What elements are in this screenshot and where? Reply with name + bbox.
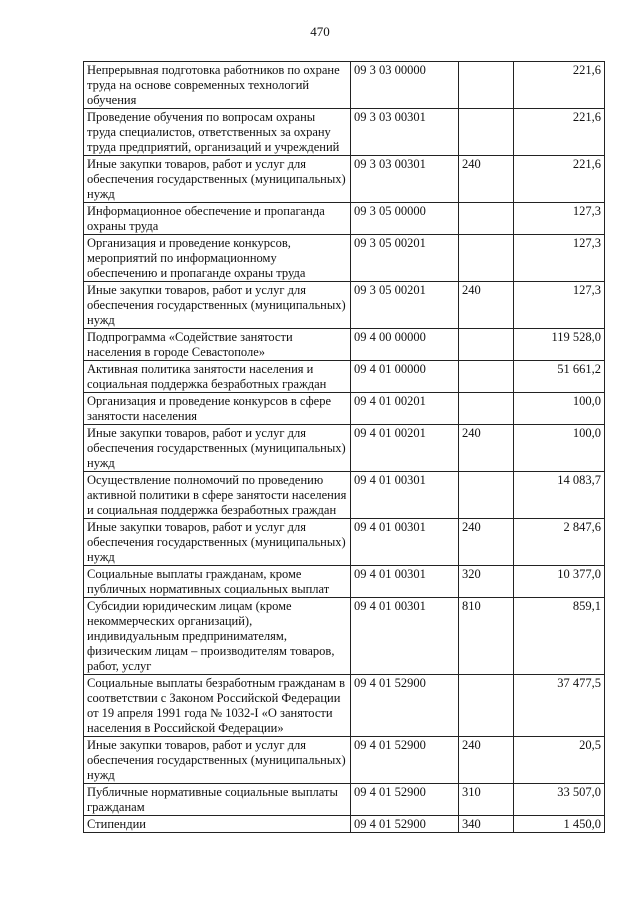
budget-table-body	[84, 62, 605, 833]
table-row	[84, 425, 605, 472]
row-code-cell: 09 4 01 52900	[351, 784, 459, 816]
row-type-cell: 240	[459, 519, 514, 566]
row-type-cell	[459, 472, 514, 519]
row-code-cell: 09 3 05 00201	[351, 235, 459, 282]
row-sum-cell: 127,3	[514, 235, 605, 282]
row-type-cell	[459, 329, 514, 361]
row-type-cell	[459, 109, 514, 156]
row-code-cell: 09 4 01 00201	[351, 425, 459, 472]
row-type-cell	[459, 235, 514, 282]
row-sum-cell: 127,3	[514, 203, 605, 235]
row-type-cell	[459, 203, 514, 235]
row-sum-cell: 221,6	[514, 109, 605, 156]
row-sum-cell: 127,3	[514, 282, 605, 329]
table-row	[84, 816, 605, 833]
row-type-cell	[459, 675, 514, 737]
row-code-cell: 09 4 01 00301	[351, 598, 459, 675]
row-sum-cell: 1 450,0	[514, 816, 605, 833]
table-row	[84, 62, 605, 109]
table-row	[84, 361, 605, 393]
row-type-cell: 310	[459, 784, 514, 816]
row-sum-cell: 10 377,0	[514, 566, 605, 598]
row-name-cell: Иные закупки товаров, работ и услуг для обеспечения государственных (муниципальных) нужд	[84, 282, 351, 329]
table-row	[84, 784, 605, 816]
row-name-cell: Осуществление полномочий по проведению активной политики в сфере занятости населения и социальная поддержка безработных граждан	[84, 472, 351, 519]
row-name-cell: Проведение обучения по вопросам охраны труда специалистов, ответственных за охрану труда предприятий, организаций и учреждений	[84, 109, 351, 156]
table-row	[84, 566, 605, 598]
row-name-cell: Иные закупки товаров, работ и услуг для обеспечения государственных (муниципальных) нужд	[84, 737, 351, 784]
row-type-cell: 240	[459, 425, 514, 472]
row-code-cell: 09 4 01 52900	[351, 675, 459, 737]
row-sum-cell: 859,1	[514, 598, 605, 675]
row-type-cell: 240	[459, 737, 514, 784]
row-type-cell: 810	[459, 598, 514, 675]
row-code-cell: 09 4 01 00000	[351, 361, 459, 393]
row-code-cell: 09 3 05 00000	[351, 203, 459, 235]
row-sum-cell: 33 507,0	[514, 784, 605, 816]
row-code-cell: 09 3 03 00301	[351, 109, 459, 156]
table-row	[84, 675, 605, 737]
row-sum-cell: 37 477,5	[514, 675, 605, 737]
row-name-cell: Социальные выплаты безработным гражданам в соответствии с Законом Российской Федерации от 19 апреля 1991 года № 1032-I «О занятости населения в Российской Федерации»	[84, 675, 351, 737]
table-row	[84, 109, 605, 156]
row-name-cell: Иные закупки товаров, работ и услуг для обеспечения государственных (муниципальных) нужд	[84, 425, 351, 472]
row-sum-cell: 100,0	[514, 425, 605, 472]
row-sum-cell: 2 847,6	[514, 519, 605, 566]
row-type-cell	[459, 62, 514, 109]
table-row	[84, 519, 605, 566]
row-code-cell: 09 3 03 00301	[351, 156, 459, 203]
table-row	[84, 598, 605, 675]
row-name-cell: Активная политика занятости населения и социальная поддержка безработных граждан	[84, 361, 351, 393]
table-row	[84, 329, 605, 361]
row-name-cell: Публичные нормативные социальные выплаты гражданам	[84, 784, 351, 816]
page-number: 470	[310, 24, 330, 39]
table-row	[84, 393, 605, 425]
table-row	[84, 282, 605, 329]
row-name-cell: Непрерывная подготовка работников по охране труда на основе современных технологий обучения	[84, 62, 351, 109]
table-row	[84, 235, 605, 282]
row-type-cell: 240	[459, 156, 514, 203]
row-sum-cell: 20,5	[514, 737, 605, 784]
row-name-cell: Субсидии юридическим лицам (кроме некоммерческих организаций), индивидуальным предпринимателям, физическим лицам – производителям товаров, работ, услуг	[84, 598, 351, 675]
row-code-cell: 09 3 05 00201	[351, 282, 459, 329]
row-name-cell: Подпрограмма «Содействие занятости населения в городе Севастополе»	[84, 329, 351, 361]
row-sum-cell: 100,0	[514, 393, 605, 425]
row-sum-cell: 51 661,2	[514, 361, 605, 393]
row-code-cell: 09 4 01 00301	[351, 519, 459, 566]
row-name-cell: Иные закупки товаров, работ и услуг для обеспечения государственных (муниципальных) нужд	[84, 519, 351, 566]
row-name-cell: Информационное обеспечение и пропаганда охраны труда	[84, 203, 351, 235]
row-name-cell: Организация и проведение конкурсов в сфере занятости населения	[84, 393, 351, 425]
row-code-cell: 09 3 03 00000	[351, 62, 459, 109]
row-code-cell: 09 4 01 52900	[351, 737, 459, 784]
row-type-cell	[459, 393, 514, 425]
table-row	[84, 203, 605, 235]
row-type-cell: 320	[459, 566, 514, 598]
row-name-cell: Стипендии	[84, 816, 351, 833]
row-sum-cell: 221,6	[514, 62, 605, 109]
table-row	[84, 737, 605, 784]
row-sum-cell: 14 083,7	[514, 472, 605, 519]
row-sum-cell: 221,6	[514, 156, 605, 203]
row-type-cell	[459, 361, 514, 393]
row-code-cell: 09 4 01 00201	[351, 393, 459, 425]
row-name-cell: Иные закупки товаров, работ и услуг для обеспечения государственных (муниципальных) нужд	[84, 156, 351, 203]
budget-table	[83, 61, 605, 833]
row-name-cell: Социальные выплаты гражданам, кроме публичных нормативных социальных выплат	[84, 566, 351, 598]
row-type-cell: 340	[459, 816, 514, 833]
row-type-cell: 240	[459, 282, 514, 329]
row-sum-cell: 119 528,0	[514, 329, 605, 361]
table-row	[84, 156, 605, 203]
table-row	[84, 472, 605, 519]
row-name-cell: Организация и проведение конкурсов, мероприятий по информационному обеспечению и пропаганде охраны труда	[84, 235, 351, 282]
row-code-cell: 09 4 00 00000	[351, 329, 459, 361]
row-code-cell: 09 4 01 00301	[351, 472, 459, 519]
row-code-cell: 09 4 01 52900	[351, 816, 459, 833]
row-code-cell: 09 4 01 00301	[351, 566, 459, 598]
